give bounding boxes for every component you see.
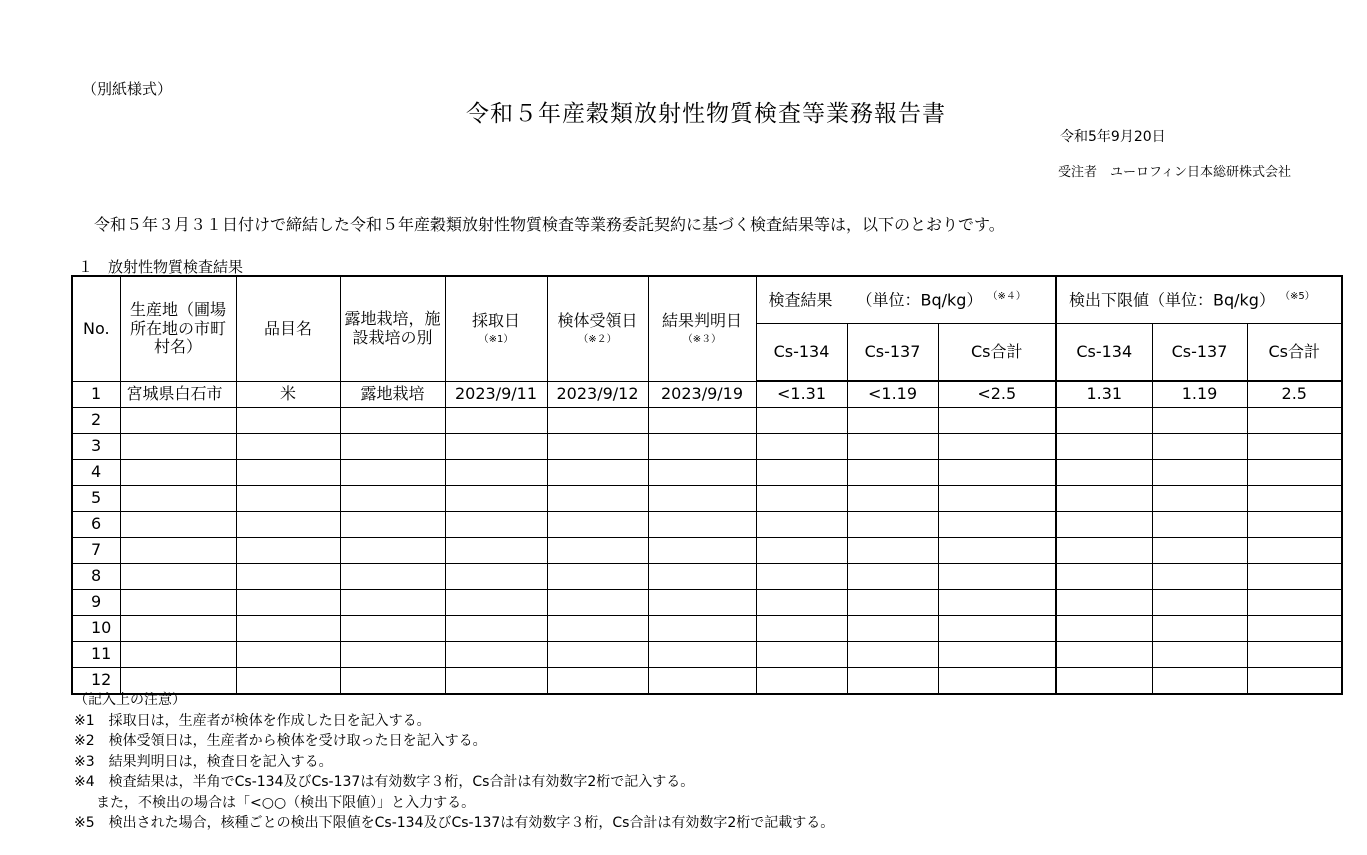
cell-r134 bbox=[756, 564, 847, 590]
cell-result: 2023/9/19 bbox=[648, 381, 756, 408]
cell-ltot: 2.5 bbox=[1247, 381, 1342, 408]
cell-receipt: 2023/9/12 bbox=[547, 381, 648, 408]
cell-receipt bbox=[547, 434, 648, 460]
cell-r137 bbox=[847, 460, 938, 486]
cell-rtot bbox=[938, 590, 1056, 616]
cell-no: 3 bbox=[72, 434, 120, 460]
result-group-note: （※４） bbox=[987, 290, 1026, 302]
limit-group-label: 検出下限値（単位：Bq/kg） bbox=[1069, 289, 1275, 309]
cell-item bbox=[236, 408, 340, 434]
cell-ltot bbox=[1247, 642, 1342, 668]
cell-no: 5 bbox=[72, 486, 120, 512]
cell-ltot bbox=[1247, 460, 1342, 486]
cell-ltot bbox=[1247, 538, 1342, 564]
note-1: ※1 採取日は，生産者が検体を作成した日を記入する。 bbox=[74, 712, 431, 729]
cell-r137 bbox=[847, 590, 938, 616]
cell-item bbox=[236, 642, 340, 668]
intro-text: 令和５年３月３１日付けで締結した令和５年産穀類放射性物質検査等業務委託契約に基づく検査結果等は，以下のとおりです。 bbox=[94, 215, 1005, 234]
cell-no: 7 bbox=[72, 538, 120, 564]
cell-origin bbox=[120, 616, 236, 642]
cell-no: 2 bbox=[72, 408, 120, 434]
cell-no: 11 bbox=[72, 642, 120, 668]
cell-sampling: 2023/9/11 bbox=[445, 381, 547, 408]
cell-l134 bbox=[1056, 434, 1152, 460]
cell-r134 bbox=[756, 538, 847, 564]
cell-no: 10 bbox=[72, 616, 120, 642]
cell-cultivation bbox=[340, 460, 445, 486]
cell-rtot bbox=[938, 616, 1056, 642]
cell-result bbox=[648, 408, 756, 434]
cell-r134: <1.31 bbox=[756, 381, 847, 408]
cell-rtot bbox=[938, 642, 1056, 668]
table-row bbox=[72, 616, 1342, 642]
cell-ltot bbox=[1247, 616, 1342, 642]
cell-cultivation: 露地栽培 bbox=[340, 381, 445, 408]
cell-r137 bbox=[847, 512, 938, 538]
cell-r137 bbox=[847, 434, 938, 460]
results-table bbox=[71, 275, 1343, 695]
cell-receipt bbox=[547, 590, 648, 616]
cell-rtot: <2.5 bbox=[938, 381, 1056, 408]
cell-rtot bbox=[938, 538, 1056, 564]
cell-l137 bbox=[1152, 512, 1247, 538]
cell-sampling bbox=[445, 512, 547, 538]
cell-origin bbox=[120, 590, 236, 616]
cell-origin bbox=[120, 460, 236, 486]
cell-ltot bbox=[1247, 512, 1342, 538]
cell-item bbox=[236, 512, 340, 538]
cell-l137 bbox=[1152, 564, 1247, 590]
cell-r137 bbox=[847, 486, 938, 512]
cell-sampling bbox=[445, 538, 547, 564]
table-row bbox=[72, 512, 1342, 538]
cell-rtot bbox=[938, 486, 1056, 512]
cell-l137 bbox=[1152, 668, 1247, 695]
table-row bbox=[72, 642, 1342, 668]
cell-l137 bbox=[1152, 642, 1247, 668]
header-limit-cs-total: Cs合計 bbox=[1247, 324, 1342, 382]
cell-l137 bbox=[1152, 538, 1247, 564]
cell-cultivation bbox=[340, 538, 445, 564]
receipt-date-label: 検体受領日 bbox=[557, 311, 638, 331]
form-label: （別紙様式） bbox=[82, 80, 173, 98]
cell-l134 bbox=[1056, 616, 1152, 642]
cell-r134 bbox=[756, 408, 847, 434]
cell-receipt bbox=[547, 512, 648, 538]
cell-l134 bbox=[1056, 460, 1152, 486]
cell-rtot bbox=[938, 668, 1056, 695]
cell-rtot bbox=[938, 512, 1056, 538]
header-receipt-date bbox=[547, 276, 648, 381]
cell-r137: <1.19 bbox=[847, 381, 938, 408]
cell-l137 bbox=[1152, 460, 1247, 486]
cell-sampling bbox=[445, 616, 547, 642]
cell-result bbox=[648, 460, 756, 486]
cell-result bbox=[648, 512, 756, 538]
cell-result bbox=[648, 590, 756, 616]
cell-l137: 1.19 bbox=[1152, 381, 1247, 408]
cell-ltot bbox=[1247, 486, 1342, 512]
cell-l134 bbox=[1056, 590, 1152, 616]
cell-cultivation bbox=[340, 408, 445, 434]
cell-receipt bbox=[547, 408, 648, 434]
limit-group-note: （※5） bbox=[1280, 290, 1315, 302]
notes bbox=[74, 690, 834, 834]
cell-r137 bbox=[847, 668, 938, 695]
header-no: No. bbox=[72, 276, 120, 381]
cell-item bbox=[236, 564, 340, 590]
notes-heading: （記入上の注意） bbox=[74, 692, 186, 708]
cell-sampling bbox=[445, 486, 547, 512]
cell-r137 bbox=[847, 408, 938, 434]
header-origin: 生産地（圃場所在地の市町村名） bbox=[120, 276, 236, 381]
cell-r134 bbox=[756, 616, 847, 642]
cell-r134 bbox=[756, 460, 847, 486]
header-cultivation: 露地栽培，施設栽培の別 bbox=[340, 276, 445, 381]
sampling-date-note: （※1） bbox=[478, 333, 514, 345]
cell-r137 bbox=[847, 538, 938, 564]
cell-l137 bbox=[1152, 434, 1247, 460]
cell-receipt bbox=[547, 460, 648, 486]
cell-origin bbox=[120, 564, 236, 590]
cell-r134 bbox=[756, 486, 847, 512]
cell-rtot bbox=[938, 564, 1056, 590]
cell-cultivation bbox=[340, 642, 445, 668]
cell-result bbox=[648, 616, 756, 642]
cell-r134 bbox=[756, 642, 847, 668]
cell-cultivation bbox=[340, 512, 445, 538]
cell-no: 6 bbox=[72, 512, 120, 538]
header-result-cs-total: Cs合計 bbox=[938, 324, 1056, 382]
cell-l137 bbox=[1152, 616, 1247, 642]
cell-l134 bbox=[1056, 668, 1152, 695]
cell-l137 bbox=[1152, 408, 1247, 434]
cell-l134 bbox=[1056, 538, 1152, 564]
cell-no: 12 bbox=[72, 668, 120, 695]
cell-origin bbox=[120, 538, 236, 564]
cell-origin bbox=[120, 642, 236, 668]
header-result-cs134: Cs-134 bbox=[756, 324, 847, 382]
table-row bbox=[72, 590, 1342, 616]
cell-sampling bbox=[445, 642, 547, 668]
result-date-label: 結果判明日 bbox=[661, 311, 742, 331]
note-2: ※2 検体受領日は，生産者から検体を受け取った日を記入する。 bbox=[74, 733, 487, 749]
sampling-date-label: 採取日 bbox=[471, 311, 520, 331]
header-result-date bbox=[648, 276, 756, 381]
cell-l134 bbox=[1056, 408, 1152, 434]
cell-r134 bbox=[756, 434, 847, 460]
cell-item bbox=[236, 486, 340, 512]
cell-l134: 1.31 bbox=[1056, 381, 1152, 408]
cell-origin bbox=[120, 486, 236, 512]
header-result-cs137: Cs-137 bbox=[847, 324, 938, 382]
cell-cultivation bbox=[340, 590, 445, 616]
cell-item bbox=[236, 538, 340, 564]
cell-r137 bbox=[847, 642, 938, 668]
cell-receipt bbox=[547, 642, 648, 668]
note-4: ※4 検査結果は，半角でCs-134及びCs-137は有効数字３桁，Cs合計は有効数字2桁で記入する。 bbox=[74, 774, 695, 790]
cell-l134 bbox=[1056, 564, 1152, 590]
cell-result bbox=[648, 434, 756, 460]
cell-r137 bbox=[847, 564, 938, 590]
table-row bbox=[72, 434, 1342, 460]
cell-l134 bbox=[1056, 642, 1152, 668]
cell-ltot bbox=[1247, 408, 1342, 434]
cell-no: 9 bbox=[72, 590, 120, 616]
note-3: ※3 結果判明日は，検査日を記入する。 bbox=[74, 753, 333, 770]
cell-no: 4 bbox=[72, 460, 120, 486]
cell-rtot bbox=[938, 460, 1056, 486]
document-title: 令和５年産穀類放射性物質検査等業務報告書 bbox=[466, 101, 946, 127]
cell-sampling bbox=[445, 564, 547, 590]
header-limit-cs134: Cs-134 bbox=[1056, 324, 1152, 382]
cell-cultivation bbox=[340, 564, 445, 590]
cell-no: 8 bbox=[72, 564, 120, 590]
receipt-date-note: （※２） bbox=[578, 333, 617, 345]
cell-l134 bbox=[1056, 486, 1152, 512]
cell-sampling bbox=[445, 408, 547, 434]
header-sampling-date bbox=[445, 276, 547, 381]
cell-origin bbox=[120, 434, 236, 460]
table-row bbox=[72, 381, 1342, 408]
note-5: ※5 検出された場合，核種ごとの検出下限値をCs-134及びCs-137は有効数字３桁，Cs合計は有効数字2桁で記載する。 bbox=[74, 815, 835, 831]
cell-sampling bbox=[445, 434, 547, 460]
cell-ltot bbox=[1247, 590, 1342, 616]
cell-sampling bbox=[445, 460, 547, 486]
cell-result bbox=[648, 564, 756, 590]
cell-sampling bbox=[445, 590, 547, 616]
table-row bbox=[72, 460, 1342, 486]
cell-cultivation bbox=[340, 434, 445, 460]
cell-receipt bbox=[547, 564, 648, 590]
cell-receipt bbox=[547, 538, 648, 564]
cell-receipt bbox=[547, 616, 648, 642]
cell-item bbox=[236, 616, 340, 642]
cell-result bbox=[648, 642, 756, 668]
header-result-group bbox=[756, 276, 1056, 324]
header-item: 品目名 bbox=[236, 276, 340, 381]
cell-cultivation bbox=[340, 486, 445, 512]
table-row bbox=[72, 538, 1342, 564]
cell-ltot bbox=[1247, 668, 1342, 695]
cell-origin: 宮城県白石市 bbox=[120, 381, 236, 408]
cell-result bbox=[648, 486, 756, 512]
result-date-note: （※３） bbox=[682, 333, 722, 345]
note-4-continued: また，不検出の場合は「<○○（検出下限値）」と入力する。 bbox=[96, 794, 476, 811]
cell-rtot bbox=[938, 434, 1056, 460]
table-row bbox=[72, 408, 1342, 434]
cell-item bbox=[236, 434, 340, 460]
result-group-label: 検査結果 （単位：Bq/kg） bbox=[768, 289, 983, 309]
cell-origin bbox=[120, 512, 236, 538]
header-limit-cs137: Cs-137 bbox=[1152, 324, 1247, 382]
table-row bbox=[72, 564, 1342, 590]
cell-item: 米 bbox=[236, 381, 340, 408]
header-limit-group bbox=[1056, 276, 1342, 324]
cell-receipt bbox=[547, 486, 648, 512]
cell-item bbox=[236, 460, 340, 486]
cell-cultivation bbox=[340, 616, 445, 642]
cell-l137 bbox=[1152, 590, 1247, 616]
cell-no: 1 bbox=[72, 381, 120, 408]
cell-l137 bbox=[1152, 486, 1247, 512]
cell-ltot bbox=[1247, 434, 1342, 460]
cell-ltot bbox=[1247, 564, 1342, 590]
cell-result bbox=[648, 538, 756, 564]
cell-r134 bbox=[756, 590, 847, 616]
cell-item bbox=[236, 590, 340, 616]
cell-r134 bbox=[756, 512, 847, 538]
report-date: 令和5年9月20日 bbox=[1060, 129, 1166, 145]
cell-l134 bbox=[1056, 512, 1152, 538]
contractor-name: 受注者 ユーロフィン日本総研株式会社 bbox=[1058, 165, 1291, 180]
section-title: １ 放射性物質検査結果 bbox=[78, 258, 244, 276]
table-row bbox=[72, 486, 1342, 512]
cell-origin bbox=[120, 408, 236, 434]
cell-rtot bbox=[938, 408, 1056, 434]
cell-r137 bbox=[847, 616, 938, 642]
